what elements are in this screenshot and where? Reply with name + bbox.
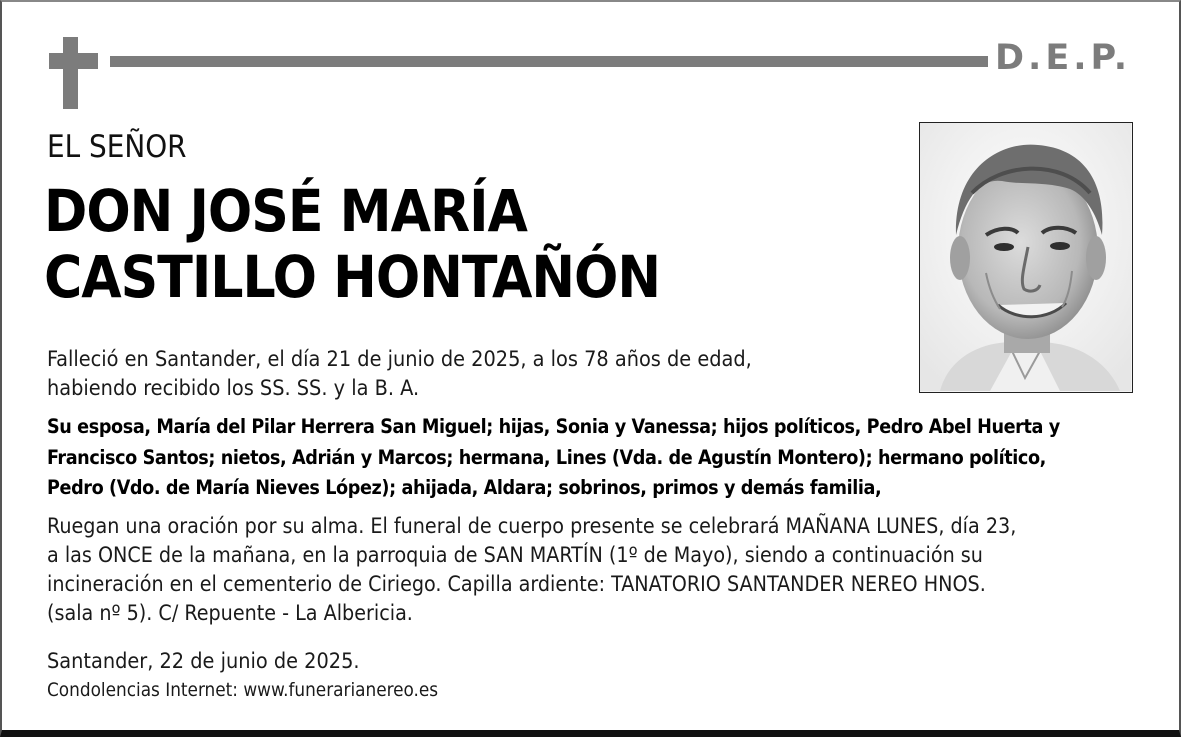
cross-icon-horizontal-bar: [49, 53, 98, 69]
death-notice-paragraph: [47, 345, 907, 403]
portrait-image: [920, 123, 1131, 391]
death-notice-line: habiendo recibido los SS. SS. y la B. A.: [47, 376, 420, 401]
family-line: Su esposa, María del Pilar Herrera San Miguel; hijas, Sonia y Vanessa; hijos políticos, Pedro Abel Huerta y: [47, 415, 1060, 438]
funeral-line: incineración en el cementerio de Ciriego. Capilla ardiente: TANATORIO SANTANDER NEREO HNOS.: [47, 572, 986, 597]
deceased-name-line-1: DON JOSÉ MARÍA: [44, 177, 527, 245]
funeral-line: Ruegan una oración por su alma. El funeral de cuerpo presente se celebrará MAÑANA LUNES, día 23,: [47, 514, 1017, 539]
header-rule: [110, 56, 988, 67]
cross-icon-vertical-bar: [63, 37, 78, 109]
place-date: Santander, 22 de junio de 2025.: [47, 649, 360, 674]
deceased-prefix: EL SEÑOR: [47, 129, 187, 165]
family-line: Pedro (Vdo. de María Nieves López); ahijada, Aldara; sobrinos, primos y demás familia,: [47, 476, 882, 499]
family-paragraph: [47, 412, 1157, 504]
family-line: Francisco Santos; nietos, Adrián y Marcos; hermana, Lines (Vda. de Agustín Montero); hermano político,: [47, 445, 1046, 469]
deceased-portrait: [919, 122, 1133, 393]
funeral-paragraph: [47, 512, 1157, 628]
death-notice-line: Falleció en Santander, el día 21 de junio de 2025, a los 78 años de edad,: [47, 347, 752, 372]
condolences-line: Condolencias Internet: www.funerarianereo.es: [47, 680, 439, 701]
deceased-name: [44, 178, 660, 310]
funeral-line: (sala nº 5). C/ Repuente - La Albericia.: [47, 601, 413, 626]
funeral-line: a las ONCE de la mañana, en la parroquia de SAN MARTÍN (1º de Mayo), siendo a continuación su: [47, 543, 983, 568]
dep-label: D.E.P.: [995, 38, 1132, 78]
deceased-name-line-2: CASTILLO HONTAÑÓN: [44, 243, 661, 311]
